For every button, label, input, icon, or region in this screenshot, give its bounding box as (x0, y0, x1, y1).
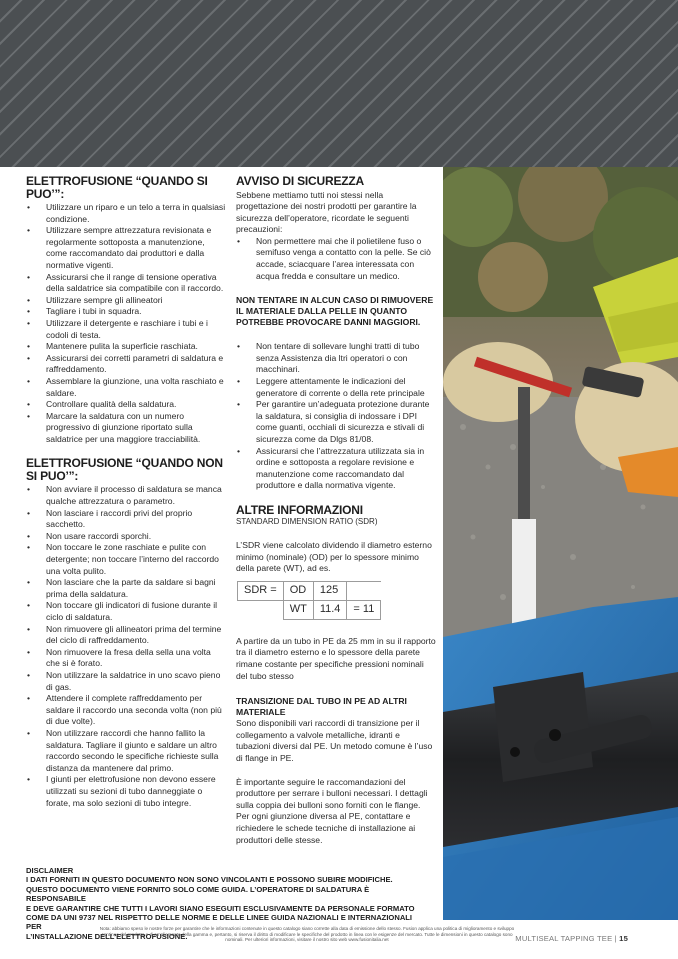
disclaimer-line: QUESTO DOCUMENTO VIENE FORNITO SOLO COME GUIDA. L’OPERATORE DI SALDATURA È RESPONSABILE (26, 884, 370, 904)
transition-paragraph-1: Sono disponibili vari raccordi di transizione per il collegamento a valvole metalliche, idranti e tubazioni diversi dal PE. Un metodo comune è l’uso di flange in PE. (236, 718, 433, 763)
section-title-info: ALTRE INFORMAZIONI (236, 502, 363, 517)
wt-value: 11.4 (313, 600, 347, 619)
list-safety-2 (236, 341, 436, 492)
list-item: • Assicurarsi dei corretti parametri di saldatura e raffreddamento. (26, 353, 226, 376)
installation-photo (443, 167, 678, 920)
catalog-label: MULTISEAL TAPPING TEE | (515, 934, 617, 943)
list-item: • I giunti per elettrofusione non devono essere utilizzati su sezioni di tubo danneggiate o forate, ma solo sezioni di tubo integre. (26, 774, 226, 809)
page-number: 15 (619, 934, 628, 943)
safety-warning: NON TENTARE IN ALCUN CASO DI RIMUOVERE IL MATERIALE DALLA PELLE IN QUANTO POTREBBE PROVOCARE DANNI MAGGIORI. (236, 295, 434, 328)
safety-intro: Sebbene mettiamo tutti noi stessi nella progettazione dei nostri prodotti per garantire la sicurezza dell’operatore, ricordate le seguenti precauzioni: (236, 189, 417, 235)
list-safety (236, 236, 436, 282)
list-item: • Mantenere pulita la superficie raschiata. (26, 341, 226, 353)
left-column (26, 175, 226, 809)
list-item: • Non tentare di sollevare lunghi tratti di tubo senza Assistenza dia ltri operatori o con macchinari. (236, 341, 436, 376)
list-item: • Non toccare le zone raschiate e pulite con detergente; non toccare l’interno del raccordo una volta pulito. (26, 542, 226, 577)
empty-cell (347, 581, 381, 600)
disclaimer-line: I DATI FORNITI IN QUESTO DOCUMENTO NON SONO VINCOLANTI E POSSONO SUBIRE MODIFICHE. (26, 875, 393, 885)
list-when-cannot (26, 484, 226, 809)
list-item: • Utilizzare un riparo e un telo a terra in qualsiasi condizione. (26, 202, 226, 225)
disclaimer-title: DISCLAIMER (26, 866, 74, 875)
transition-paragraph-2: È importante seguire le raccomandazioni del produttore per serrare i bulloni necessari. I dettagli sulla coppia dei bulloni sono forniti con le flange. Per ogni giunzione diversa al PE, contattare e richiedere le schede tecniche di installazione ai produttori delle stesse. (236, 776, 428, 845)
empty-cell (238, 600, 284, 619)
list-item: • Marcare la saldatura con un numero progressivo di giunzione riportato sulla saldatrice per una maggiore tracciabilità. (26, 411, 226, 446)
header-band (0, 0, 678, 167)
section-title-safety: AVVISO DI SICUREZZA (236, 174, 364, 188)
list-item: • Attendere il complete raffreddamento per saldare il raccordo una seconda volta (non più di due volte). (26, 693, 226, 728)
info-paragraph-2: A partire da un tubo in PE da 25 mm in su il rapporto tra il diametro esterno e lo spessore della parete rimane costante per specifiche pressioni nominali del tubo stesso (236, 635, 436, 681)
list-item: • Assicurarsi che l’attrezzatura utilizzata sia in ordine e sottoposta a regolare revisione e manutenzione come raccomandato dal produttore e dalla normativa vigente. (236, 446, 436, 492)
list-item: • Non lasciare i raccordi privi del proprio sacchetto. (26, 508, 226, 531)
od-label: OD (283, 581, 313, 600)
list-item: • Assicurarsi che il range di tensione operativa della saldatrice sia compatibile con il raccordo. (26, 272, 226, 295)
disclaimer-line: E DEVE GARANTIRE CHE TUTTI I LAVORI SIANO ESEGUITI ESCLUSIVAMENTE DA PERSONALE FORMATO (26, 903, 415, 913)
list-item: • Non lasciare che la parte da saldare si bagni prima della saldatura. (26, 577, 226, 600)
sdr-label: SDR = (238, 581, 284, 600)
disclaimer-line: L’INSTALLAZIONE DELL’ELETTROFUSIONE. (26, 931, 188, 941)
list-item: • Non utilizzare raccordi che hanno fallito la saldatura. Tagliare il giunto e saldare un altro raccordo secondo le specifiche richieste sulla distanza da mantenere dal primo. (26, 728, 226, 774)
middle-column (236, 175, 436, 846)
sdr-result: = 11 (347, 600, 381, 619)
list-item: • Utilizzare il detergente e raschiare i tubi e i codoli di testa. (26, 318, 226, 341)
list-item: • Non avviare il processo di saldatura se manca qualche attrezzatura o parametro. (26, 484, 226, 507)
list-item: • Utilizzare sempre gli allineatori (26, 295, 226, 307)
section-title-when-cannot: ELETTROFUSIONE “QUANDO NON SI PUO’”: (26, 456, 223, 483)
list-item: • Non rimuovere gli allineatori prima del termine del ciclo di raffreddamento. (26, 624, 226, 647)
list-item: • Leggere attentamente le indicazioni del generatore di corrente o della rete principale (236, 376, 436, 399)
list-item: • Non usare raccordi sporchi. (26, 531, 226, 543)
od-value: 125 (313, 581, 347, 600)
list-item: • Per garantire un’adeguata protezione durante la saldatura, si consiglia di indossare i DPI come guanti, occhiali di sicurezza e stivali di sicurezza come da Dlgs 81/08. (236, 399, 436, 445)
footer-note: Nota: abbiamo speso le nostre forze per garantire che le informazioni contenute in questo catalogo siano corrette alla data di emissione dello stesso. Fusion applica una politica di miglioramento e sviluppo continuo del prodotto e di ampliamento della gamma e, pertanto, si riserva il diritto di modificare le specifiche del prodotto in linea con le esigenze del mercato. Tutte le dimensioni in questo catalogo sono nominali. Per ulteriori informazioni, visitare il nostro sito web www.fusionitalia.net (99, 926, 515, 943)
sdr-table (237, 581, 381, 620)
list-when-can (26, 202, 226, 445)
list-item: • Controllare qualità della saldatura. (26, 399, 226, 411)
list-item: • Non toccare gli indicatori di fusione durante il ciclo di saldatura. (26, 600, 226, 623)
wt-label: WT (283, 600, 313, 619)
list-item: • Assemblare la giunzione, una volta raschiato e saldare. (26, 376, 226, 399)
page-label (515, 934, 628, 943)
list-item: • Utilizzare sempre attrezzatura revisionata e regolarmente sottoposta a manutenzione, come raccomandato dai produttori e dalla normative vigenti. (26, 225, 226, 271)
list-item: • Non permettere mai che il polietilene fuso o semifuso venga a contatto con la pelle. Se ciò accade, sciacquare l’area interessata con acqua fredda e consultare un medico. (236, 236, 436, 282)
section-title-when-can: ELETTROFUSIONE “QUANDO SI PUO’”: (26, 174, 208, 201)
disclaimer-line: COME DA UNI 9737 NEL RISPETTO DELLE NORME E DELLE LINEE GUIDA NAZIONALI E INTERNAZIONALI PER (26, 913, 413, 932)
info-paragraph-1: L’SDR viene calcolato dividendo il diametro esterno minimo (nominale) (OD) per lo spessore minimo della parete (WT), ad es. (236, 540, 432, 574)
list-item: • Non utilizzare la saldatrice in uno scavo pieno di gas. (26, 670, 226, 693)
list-item: • Non rimuovere la fresa della sella una volta che si è forato. (26, 647, 226, 670)
section-title-transition: TRANSIZIONE DAL TUBO IN PE AD ALTRI MATERIALE (236, 696, 407, 718)
info-subtitle: STANDARD DIMENSION RATIO (SDR) (236, 517, 378, 527)
list-item: • Tagliare i tubi in squadra. (26, 306, 226, 318)
